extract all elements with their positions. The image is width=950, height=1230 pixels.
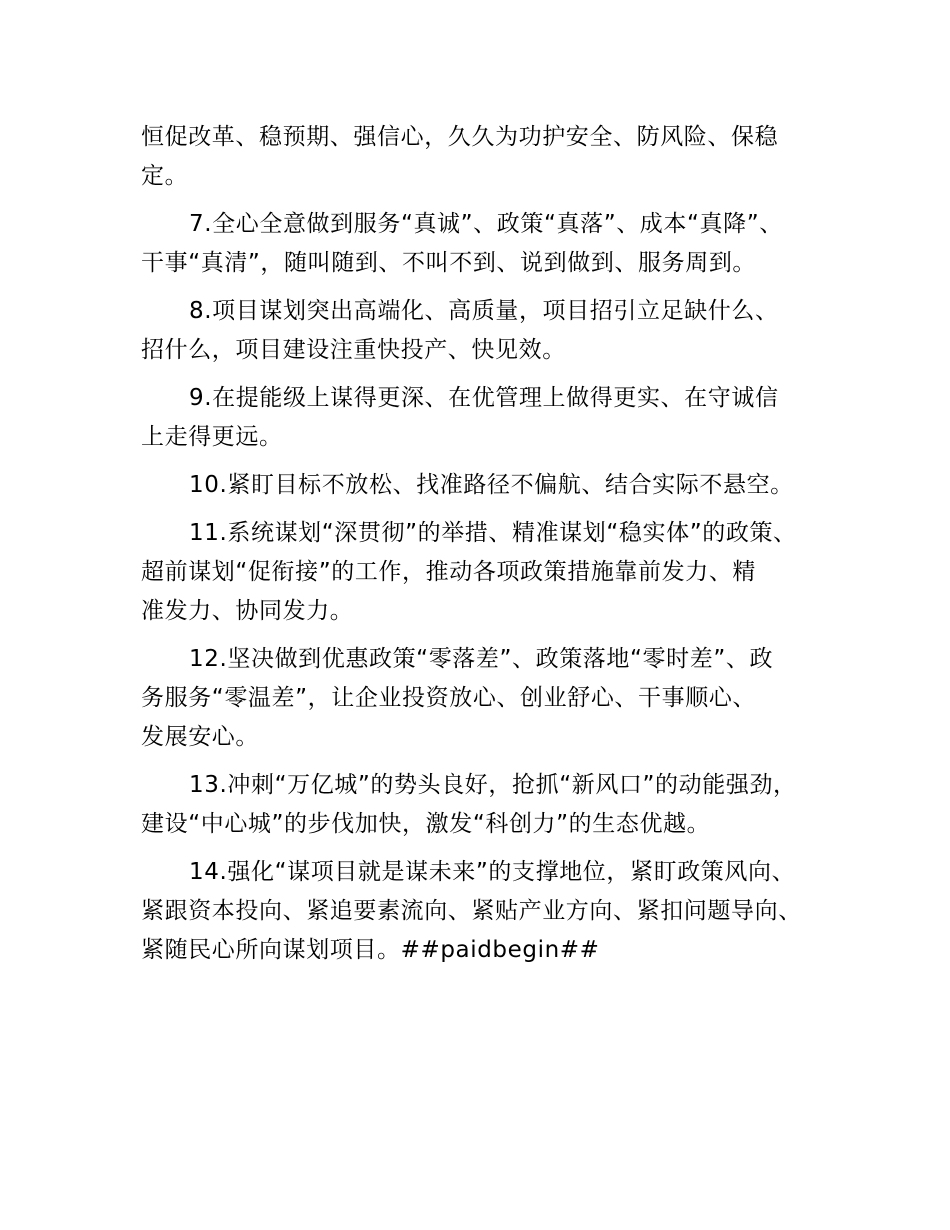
paragraph-item-8: [141, 292, 841, 370]
paragraph-intro: [141, 118, 841, 196]
paragraph-line: 紧随民心所向谋划项目。##paidbegin##: [141, 937, 600, 963]
paragraph-line: 招什么，项目建设注重快投产、快见效。: [141, 337, 566, 363]
paragraph-line: 干事“真清”，随叫随到、不叫不到、说到做到、服务周到。: [141, 250, 757, 276]
paragraph-line: 发展安心。: [141, 724, 259, 750]
paragraph-item-14: [141, 853, 841, 970]
paragraph-line: 准发力、协同发力。: [141, 598, 354, 624]
paragraph-item-13: [141, 766, 841, 844]
paragraph-item-7: [141, 205, 841, 283]
paragraph-line: 定。: [141, 163, 189, 189]
paragraph-line: 紧跟资本投向、紧追要素流向、紧贴产业方向、紧扣问题导向、: [141, 898, 802, 924]
paragraph-line: 9.在提能级上谋得更深、在优管理上做得更实、在守诚信: [189, 385, 779, 411]
paragraph-item-11: [141, 514, 841, 631]
paragraph-line: 13.冲刺“万亿城”的势头良好，抢抓“新风口”的动能强劲，: [189, 772, 797, 798]
paragraph-line: 恒促改革、稳预期、强信心，久久为功护安全、防风险、保稳: [141, 124, 779, 150]
paragraph-line: 上走得更远。: [141, 424, 283, 450]
paragraph-item-9: [141, 379, 841, 457]
paragraph-line: 务服务“零温差”，让企业投资放心、创业舒心、干事顺心、: [141, 685, 757, 711]
document-body: [141, 118, 841, 979]
paragraph-item-10: [141, 466, 841, 505]
paragraph-item-12: [141, 640, 841, 757]
paragraph-line: 8.项目谋划突出高端化、高质量，项目招引立足缺什么、: [189, 298, 779, 324]
paragraph-line: 建设“中心城”的步伐加快，激发“科创力”的生态优越。: [141, 811, 711, 837]
paragraph-line: 7.全心全意做到服务“真诚”、政策“真落”、成本“真降”、: [189, 211, 783, 237]
paragraph-line: 10.紧盯目标不放松、找准路径不偏航、结合实际不悬空。: [189, 472, 794, 498]
paragraph-line: 11.系统谋划“深贯彻”的举措、精准谋划“稳实体”的政策、: [189, 520, 797, 546]
paragraph-line: 超前谋划“促衔接”的工作，推动各项政策措施靠前发力、精: [141, 559, 757, 585]
paragraph-line: 12.坚决做到优惠政策“零落差”、政策落地“零时差”、政: [189, 646, 774, 672]
paragraph-line: 14.强化“谋项目就是谋未来”的支撑地位，紧盯政策风向、: [189, 859, 796, 885]
